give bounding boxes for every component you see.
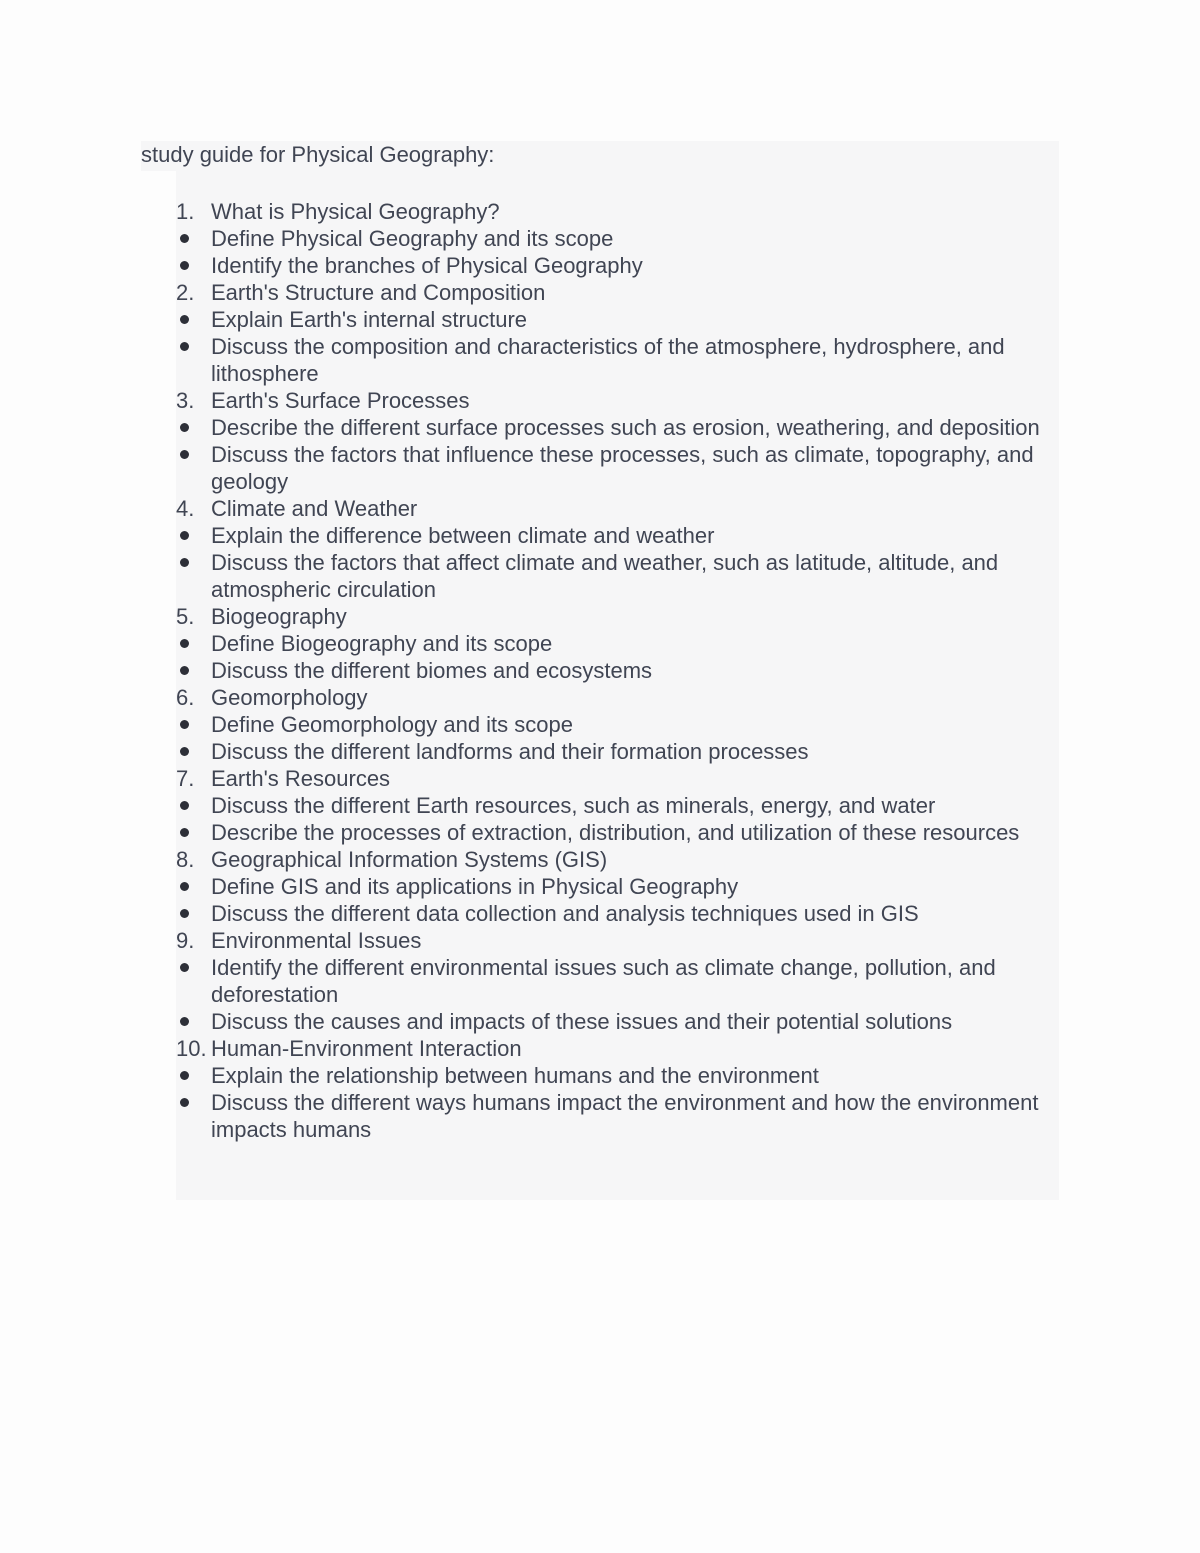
- list-item-text: What is Physical Geography?: [211, 199, 500, 224]
- bullet-icon: [180, 423, 189, 432]
- bullet-subtopic-item: [141, 819, 1059, 846]
- list-item-text: Geomorphology: [211, 685, 368, 710]
- bullet-subtopic-item: [141, 225, 1059, 252]
- bullet-subtopic-item: [141, 954, 1059, 1008]
- bullet-subtopic-item: [141, 873, 1059, 900]
- list-number: 9.: [176, 928, 195, 953]
- bullet-subtopic-item: [141, 1089, 1059, 1143]
- list-number: 4.: [176, 496, 195, 521]
- bullet-icon: [180, 666, 189, 675]
- list-item-text: Earth's Resources: [211, 766, 391, 791]
- list-item-text: Describe the processes of extraction, distribution, and utilization of these resources: [211, 820, 1020, 845]
- list-item-text: Earth's Surface Processes: [211, 388, 470, 413]
- bullet-subtopic-item: [141, 333, 1059, 387]
- bullet-icon: [180, 801, 189, 810]
- bullet-icon: [180, 261, 189, 270]
- list-item-text: Discuss the different landforms and their formation processes: [211, 739, 809, 764]
- numbered-topic-item: [141, 684, 1059, 711]
- list-item-text: Earth's Structure and Composition: [211, 280, 546, 305]
- list-item-text: Explain Earth's internal structure: [211, 307, 528, 332]
- list-item-text: Discuss the factors that influence these processes, such as climate, topography, and geology: [211, 442, 1034, 494]
- list-number: 3.: [176, 388, 195, 413]
- numbered-topic-item: [141, 603, 1059, 630]
- list-item-text: Biogeography: [211, 604, 347, 629]
- bullet-icon: [180, 1098, 189, 1107]
- bullet-icon: [180, 909, 189, 918]
- list-item-text: Define Biogeography and its scope: [211, 631, 553, 656]
- list-item-text: Define GIS and its applications in Physical Geography: [211, 874, 739, 899]
- bullet-subtopic-item: [141, 738, 1059, 765]
- bullet-icon: [180, 450, 189, 459]
- bullet-icon: [180, 1017, 189, 1026]
- bullet-subtopic-item: [141, 549, 1059, 603]
- list-item-text: Discuss the causes and impacts of these issues and their potential solutions: [211, 1009, 953, 1034]
- numbered-topic-item: [141, 765, 1059, 792]
- list-number: 1.: [176, 199, 195, 224]
- bullet-subtopic-item: [141, 252, 1059, 279]
- bullet-subtopic-item: [141, 711, 1059, 738]
- bullet-icon: [180, 963, 189, 972]
- bullet-subtopic-item: [141, 1008, 1059, 1035]
- numbered-topic-item: [141, 198, 1059, 225]
- list-number: 2.: [176, 280, 195, 305]
- list-number: 6.: [176, 685, 195, 710]
- list-item-text: Environmental Issues: [211, 928, 422, 953]
- list-item-text: Discuss the factors that affect climate and weather, such as latitude, altitude, and atmospheric circulation: [211, 550, 999, 602]
- list-item-text: Discuss the different biomes and ecosystems: [211, 658, 653, 683]
- list-item-text: Discuss the different data collection and analysis techniques used in GIS: [211, 901, 919, 926]
- list-number: 8.: [176, 847, 195, 872]
- bullet-icon: [180, 639, 189, 648]
- bullet-subtopic-item: [141, 414, 1059, 441]
- bullet-icon: [180, 747, 189, 756]
- numbered-topic-item: [141, 1035, 1059, 1062]
- study-guide-list: [141, 198, 1059, 1143]
- list-number: 10.: [176, 1036, 207, 1061]
- list-number: 7.: [176, 766, 195, 791]
- bullet-icon: [180, 315, 189, 324]
- bullet-subtopic-item: [141, 522, 1059, 549]
- list-item-text: Human-Environment Interaction: [211, 1036, 522, 1061]
- bullet-icon: [180, 234, 189, 243]
- numbered-topic-item: [141, 495, 1059, 522]
- bullet-subtopic-item: [141, 441, 1059, 495]
- bullet-subtopic-item: [141, 306, 1059, 333]
- list-number: 5.: [176, 604, 195, 629]
- list-item-text: Discuss the composition and characteristics of the atmosphere, hydrosphere, and lithosphere: [211, 334, 1005, 386]
- list-item-text: Explain the difference between climate and weather: [211, 523, 715, 548]
- bullet-icon: [180, 342, 189, 351]
- list-item-text: Geographical Information Systems (GIS): [211, 847, 608, 872]
- bullet-subtopic-item: [141, 630, 1059, 657]
- bullet-icon: [180, 531, 189, 540]
- list-item-text: Discuss the different ways humans impact the environment and how the environment impacts humans: [211, 1090, 1039, 1142]
- numbered-topic-item: [141, 927, 1059, 954]
- bullet-subtopic-item: [141, 792, 1059, 819]
- list-item-text: Climate and Weather: [211, 496, 418, 521]
- list-item-text: Define Geomorphology and its scope: [211, 712, 573, 737]
- list-item-text: Identify the different environmental issues such as climate change, pollution, and deforestation: [211, 955, 996, 1007]
- bullet-icon: [180, 828, 189, 837]
- numbered-topic-item: [141, 387, 1059, 414]
- bullet-icon: [180, 1071, 189, 1080]
- bullet-icon: [180, 882, 189, 891]
- list-item-text: Explain the relationship between humans and the environment: [211, 1063, 819, 1088]
- list-item-text: Describe the different surface processes such as erosion, weathering, and deposition: [211, 415, 1040, 440]
- list-item-text: Discuss the different Earth resources, such as minerals, energy, and water: [211, 793, 936, 818]
- list-item-text: Identify the branches of Physical Geography: [211, 253, 643, 278]
- bullet-subtopic-item: [141, 900, 1059, 927]
- bullet-subtopic-item: [141, 657, 1059, 684]
- numbered-topic-item: [141, 846, 1059, 873]
- bullet-icon: [180, 558, 189, 567]
- bullet-subtopic-item: [141, 1062, 1059, 1089]
- document-title: study guide for Physical Geography:: [141, 142, 495, 167]
- list-item-text: Define Physical Geography and its scope: [211, 226, 614, 251]
- bullet-icon: [180, 720, 189, 729]
- numbered-topic-item: [141, 279, 1059, 306]
